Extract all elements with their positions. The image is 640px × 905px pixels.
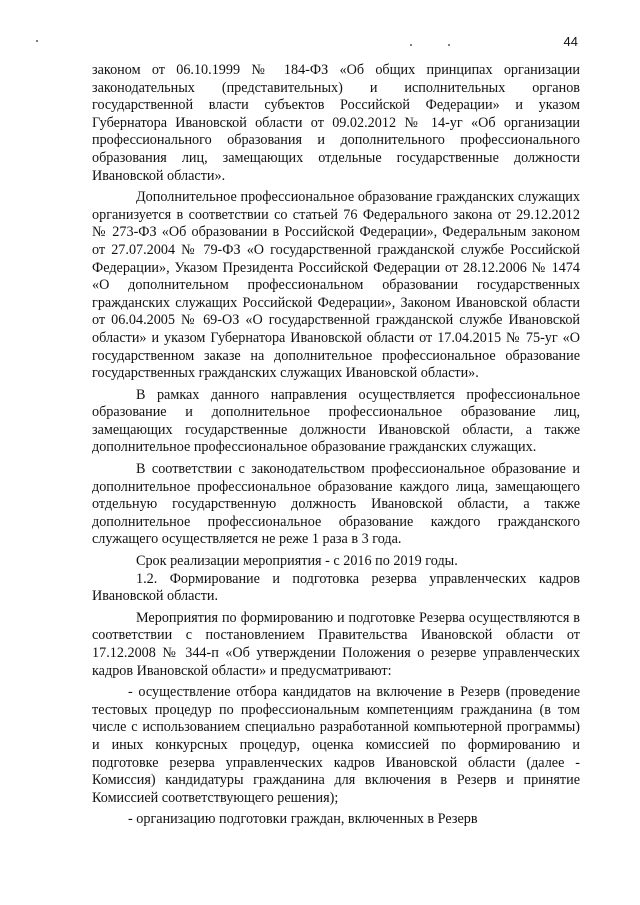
paragraph: В рамках данного направления осуществляется профессиональное образование и дополнительное профессиональное образование лиц, замещающих государственные должности Ивановской области, а также дополнительное профессиональное образование гражданских служащих. — [92, 386, 580, 456]
paragraph: Срок реализации мероприятия - с 2016 по 2019 годы. — [136, 553, 458, 570]
scan-speck — [410, 44, 412, 46]
document-body — [92, 62, 580, 833]
paragraph: В соответствии с законодательством профессиональное образование и дополнительное профессиональное образование каждого лица, замещающего отдельную государственную должность Ивановской области, а также дополнительное профессиональное образование каждого гражданского служащего осуществляется не реже 1 раза в 3 года. — [92, 461, 580, 548]
paragraph: законом от 06.10.1999 № 184-ФЗ «Об общих принципах организации законодательных (представительных) и исполнительных органов государственной власти субъектов Российской Федерации» и указом Губернатора Ивановской области от 09.02.2012 № 14-уг «Об организации профессионального образования и дополнительного профессионального образования лиц, замещающих отдельные государственные должности Ивановской области». — [92, 62, 580, 184]
paragraph: Дополнительное профессиональное образование гражданских служащих организуется в соответствии со статьей 76 Федерального закона от 29.12.2012 № 273-ФЗ «Об образовании в Российской Федерации», Федеральным законом от 27.07.2004 № 79-ФЗ «О государственной гражданской службе Российской Федерации», Указом Президента Российской Федерации от 28.12.2006 № 1474 «О дополнительном профессиональном образовании государственных гражданских служащих Российской Федерации», Законом Ивановской области от 06.04.2005 № 69-ОЗ «О государственной гражданской службе Ивановской области» и указом Губернатора Ивановской области от 17.04.2015 № 75-уг «О государственном заказе на дополнительное профессиональное образование государственных гражданских служащих Ивановской области». — [92, 189, 580, 382]
section-heading: 1.2. Формирование и подготовка резерва управленческих кадров Ивановской области. — [92, 570, 580, 605]
list-item: - осуществление отбора кандидатов на включение в Резерв (проведение тестовых процедур по профессиональным компетенциям гражданина (в том числе с использованием специально разработанной компьютерной программы) и иных конкурсных процедур, оценка комиссией по формированию и подготовке резерва управленческих кадров Ивановской области (далее - Комиссия) кандидатуры гражданина для включения в Резерв и принятие Комиссией соответствующего решения); — [92, 684, 580, 806]
paragraph: Мероприятия по формированию и подготовке Резерва осуществляются в соответствии с постановлением Правительства Ивановской области от 17.12.2008 № 344-п «Об утверждении Положения о резерве управленческих кадров Ивановской области» и предусматривают: — [92, 609, 580, 679]
list-item: - организацию подготовки граждан, включенных в Резерв — [128, 811, 478, 828]
scan-speck — [36, 40, 38, 42]
scan-speck — [448, 44, 450, 46]
page-number: 44 — [563, 34, 578, 49]
